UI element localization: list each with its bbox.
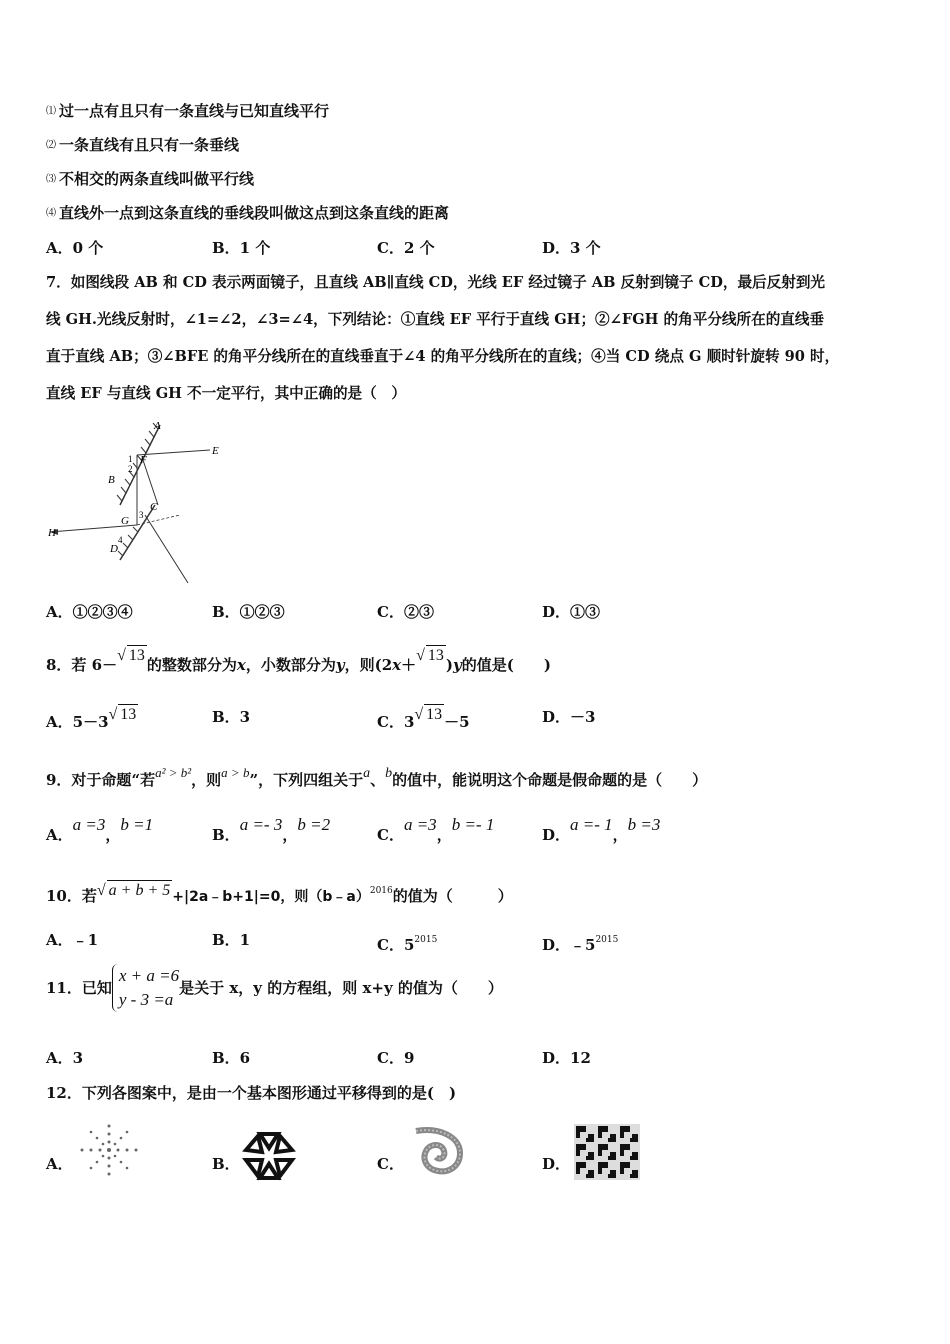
fig-label-c: C bbox=[150, 501, 158, 513]
q11-option-a[interactable]: A．3 bbox=[46, 1049, 84, 1067]
fig-label-h: H bbox=[48, 527, 56, 539]
q7-option-c[interactable]: C．②③ bbox=[377, 603, 434, 621]
q8-option-c[interactable]: C．3√ 13 －5 bbox=[377, 706, 470, 731]
q11-stem: 11．已知 x + a =6 y - 3 =a 是关于 x，y 的方程组，则 x+y 的值为（ ） bbox=[46, 964, 503, 1012]
fig-angle-3: 3 bbox=[139, 510, 144, 520]
q8-option-a[interactable]: A．5－3√ 13 bbox=[46, 706, 137, 731]
fig-label-a: A bbox=[154, 420, 161, 432]
fig-label-g: G bbox=[121, 515, 129, 527]
q9-stem: 9．对于命题“若a² > b²，则a > b”，下列四组关于a、b的值中，能说明这个命题是假命题的是（ ） bbox=[46, 765, 708, 789]
q12-option-c[interactable]: C． bbox=[377, 1155, 404, 1173]
q9-option-b[interactable]: B．a =- 3，b =2 bbox=[212, 815, 331, 844]
q12-option-a[interactable]: A． bbox=[46, 1155, 73, 1173]
q8-option-b[interactable]: B．3 bbox=[212, 708, 251, 726]
q10-option-d[interactable]: D．$﹣5^{2015}$ bbox=[542, 935, 619, 954]
q6-option-b[interactable]: B．1 个 bbox=[212, 239, 271, 257]
q7-option-a[interactable]: A．①②③④ bbox=[46, 603, 133, 621]
q6-statement-4: ⑷ 直线外一点到这条直线的垂线段叫做这点到这条直线的距离 bbox=[46, 204, 450, 222]
fig-angle-2: 2 bbox=[128, 464, 133, 474]
q8-option-d[interactable]: D．－3 bbox=[542, 708, 596, 726]
fig-label-e: E bbox=[212, 445, 219, 457]
q7-stem-line-3: 直于直线 AB；③∠BFE 的角平分线所在的直线垂直于∠4 的角平分线所在的直线；④当 CD 绕点 G 顺时针旋转 90 时， bbox=[46, 348, 840, 365]
q7-stem-line-4: 直线 EF 与直线 GH 不一定平行，其中正确的是（ ） bbox=[46, 385, 406, 402]
mirror-reflection-figure bbox=[40, 415, 240, 590]
fig-angle-1: 1 bbox=[128, 454, 133, 464]
q12-option-b[interactable]: B． bbox=[212, 1155, 240, 1173]
pattern-d-tiled-icon bbox=[574, 1124, 640, 1180]
q7-stem-line-1: 7．如图线段 AB 和 CD 表示两面镜子，且直线 AB∥直线 CD，光线 EF 经过镜子 AB 反射到镜子 CD，最后反射到光 bbox=[46, 274, 826, 291]
pattern-a-dotted-star-icon bbox=[78, 1122, 140, 1178]
q12-option-d[interactable]: D． bbox=[542, 1155, 571, 1173]
fig-label-f: F bbox=[140, 454, 147, 466]
q6-statement-2: ⑵ 一条直线有且只有一条垂线 bbox=[46, 136, 240, 154]
pattern-b-flower-icon bbox=[240, 1130, 298, 1182]
fig-label-b: B bbox=[108, 474, 115, 486]
q10-option-c[interactable]: C．$5^{2015}$ bbox=[377, 935, 438, 954]
sqrt-a-b-5: √ a + b + 5 bbox=[96, 882, 171, 899]
q6-statement-3: ⑶ 不相交的两条直线叫做平行线 bbox=[46, 170, 255, 188]
q9-option-c[interactable]: C．a =3，b =- 1 bbox=[377, 815, 495, 844]
q11-option-b[interactable]: B．6 bbox=[212, 1049, 251, 1067]
pattern-c-spiral-icon bbox=[410, 1125, 466, 1175]
fig-label-d: D bbox=[110, 543, 118, 555]
q11-option-d[interactable]: D．12 bbox=[542, 1049, 591, 1067]
q7-stem-line-2: 线 GH.光线反射时，∠1=∠2，∠3=∠4，下列结论：①直线 EF 平行于直线 GH；②∠FGH 的角平分线所在的直线垂 bbox=[46, 311, 825, 328]
q6-option-d[interactable]: D．3 个 bbox=[542, 239, 601, 257]
q8-stem: 8．若 6－√ 13的整数部分为x，小数部分为y，则(2x＋√ 13)y的值是( ) bbox=[46, 647, 551, 674]
fig-angle-4: 4 bbox=[118, 535, 123, 545]
q6-option-c[interactable]: C．2 个 bbox=[377, 239, 435, 257]
q9-option-d[interactable]: D．a =- 1，b =3 bbox=[542, 815, 661, 844]
q10-option-b[interactable]: B．1 bbox=[212, 931, 251, 949]
q7-option-d[interactable]: D．①③ bbox=[542, 603, 601, 621]
q9-option-a[interactable]: A．a =3，b =1 bbox=[46, 815, 154, 844]
q10-option-a[interactable]: A．﹣1 bbox=[46, 931, 99, 949]
q11-option-c[interactable]: C．9 bbox=[377, 1049, 415, 1067]
q12-stem: 12．下列各图案中，是由一个基本图形通过平移得到的是( ) bbox=[46, 1084, 457, 1102]
q7-option-b[interactable]: B．①②③ bbox=[212, 603, 285, 621]
sqrt-13: √ 13 bbox=[117, 647, 145, 664]
q6-statement-1: ⑴ 过一点有且只有一条直线与已知直线平行 bbox=[46, 102, 330, 120]
equation-system: x + a =6 y - 3 =a bbox=[112, 964, 179, 1012]
q10-stem: 10．若√ a + b + 5 +|2a﹣b+1|=0，则（b﹣a）$^{2016}$的值为（ ） bbox=[46, 882, 513, 905]
q6-option-a[interactable]: A．0 个 bbox=[46, 239, 104, 257]
